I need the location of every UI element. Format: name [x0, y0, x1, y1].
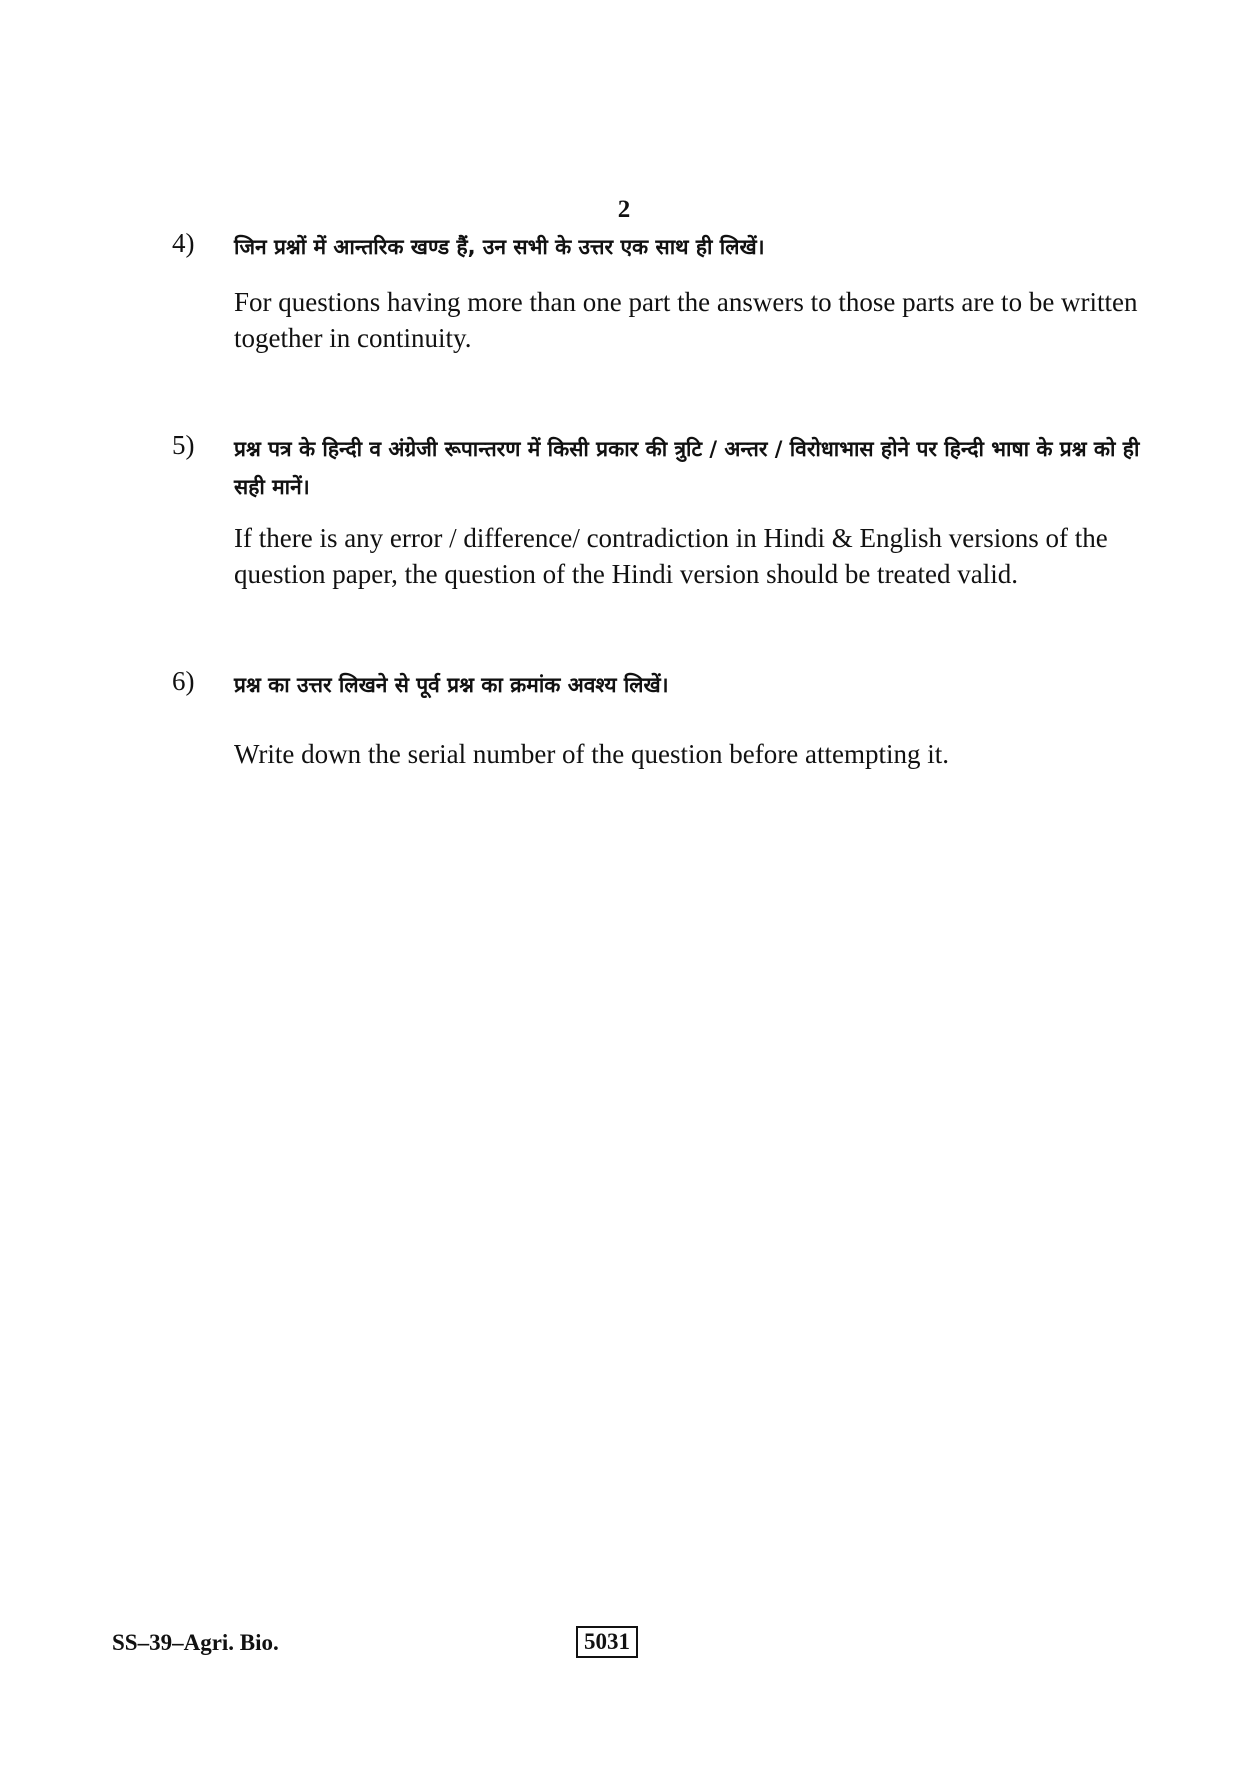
instruction-hindi-text: प्रश्न पत्र के हिन्दी व अंग्रेजी रूपान्तरण में किसी प्रकार की त्रुटि / अन्तर / विरोधाभास होने पर हिन्दी भाषा के प्रश्न को ही सही मानें। [234, 437, 1140, 499]
instruction-number: 5) [172, 430, 195, 460]
booklet-number-box: 5031 [576, 1626, 638, 1658]
instruction-english-text: If there is any error / difference/ contradiction in Hindi & English versions of the question paper, the question of the Hindi version should be treated valid. [234, 523, 1108, 589]
instruction-hindi-text: जिन प्रश्नों में आन्तरिक खण्ड हैं, उन सभी के उत्तर एक साथ ही लिखें। [234, 235, 765, 259]
instruction-number: 6) [172, 666, 195, 696]
instruction-english-text: Write down the serial number of the question before attempting it. [234, 739, 949, 769]
instruction-number: 4) [172, 228, 195, 258]
page-number: 2 [617, 196, 631, 223]
paper-code: SS–39–Agri. Bio. [112, 1630, 279, 1655]
instruction-english-text: For questions having more than one part the answers to those parts are to be written together in continuity. [234, 287, 1138, 353]
instruction-hindi-text: प्रश्न का उत्तर लिखने से पूर्व प्रश्न का क्रमांक अवश्य लिखें। [234, 673, 669, 697]
